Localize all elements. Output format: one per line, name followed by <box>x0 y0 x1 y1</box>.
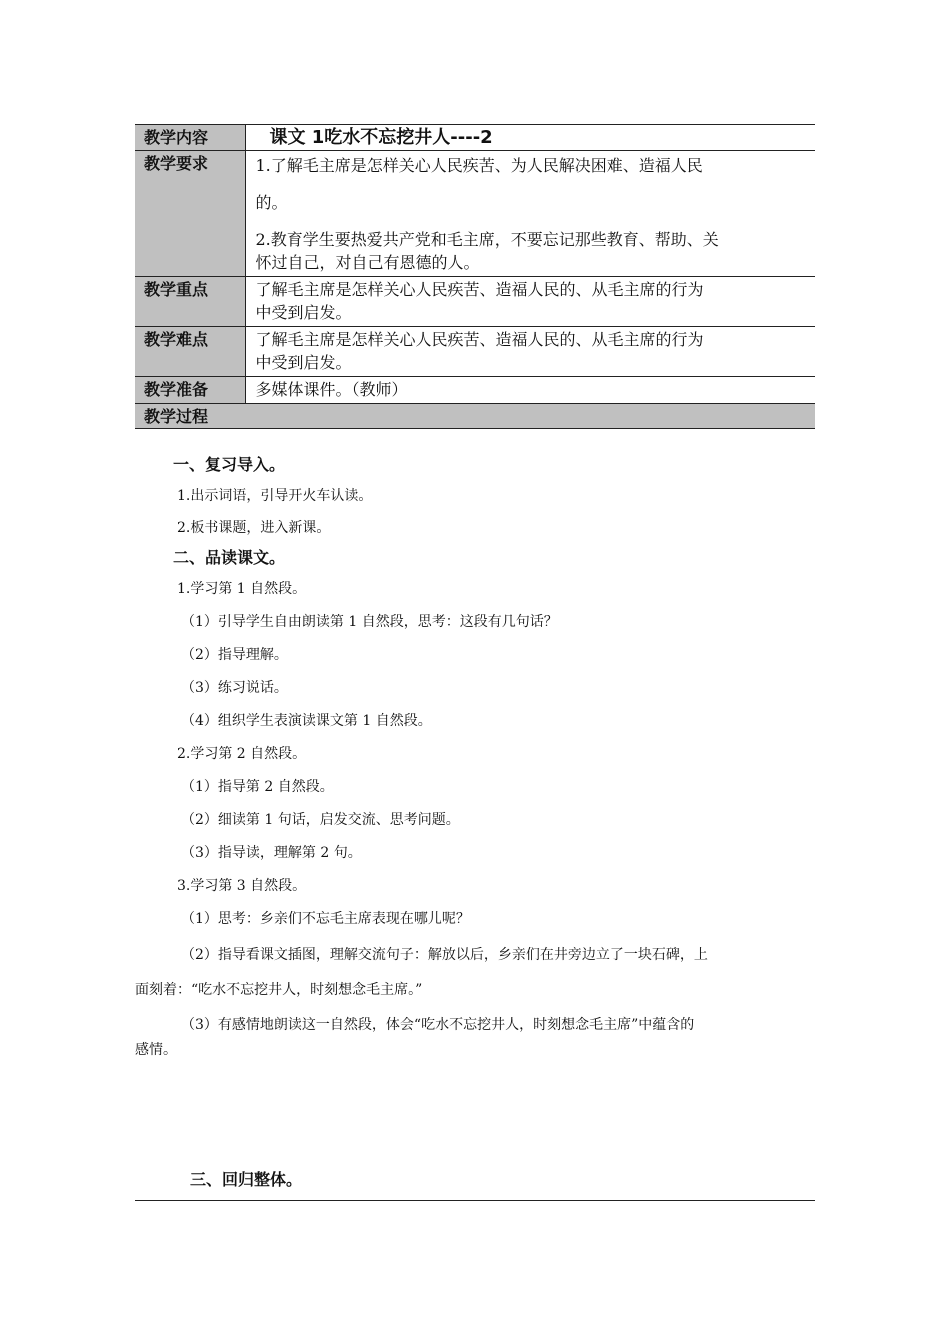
requirement-line: 2.教育学生要热爱共产党和毛主席，不要忘记那些教育、帮助、关 <box>255 230 719 249</box>
section-heading: 三、回归整体。 <box>190 1170 303 1189</box>
difficulty-line: 了解毛主席是怎样关心人民疾苦、造福人民的、从毛主席的行为 <box>255 330 704 349</box>
list-item: （2）细读第 1 句话，启发交流、思考问题。 <box>181 812 460 828</box>
divider <box>135 1200 815 1201</box>
requirement-line: 1.了解毛主席是怎样关心人民疾苦、为人民解决困难、造福人民 <box>255 156 703 175</box>
table-row <box>135 404 815 429</box>
table-row <box>135 327 815 377</box>
key-point-line: 了解毛主席是怎样关心人民疾苦、造福人民的、从毛主席的行为 <box>255 280 704 299</box>
list-item: 2.板书课题，进入新课。 <box>177 520 331 536</box>
section-heading: 一、复习导入。 <box>173 455 286 474</box>
prep-value: 多媒体课件。（教师） <box>245 377 815 404</box>
lesson-title: 课文 1吃水不忘挖井人----2 <box>245 125 815 151</box>
process-label: 教学过程 <box>135 404 815 429</box>
table-row <box>135 277 815 327</box>
key-point-line: 中受到启发。 <box>255 303 352 322</box>
list-item: （3）指导读，理解第 2 句。 <box>181 845 362 861</box>
requirement-line: 怀过自己，对自己有恩德的人。 <box>255 253 480 272</box>
requirement-label: 教学要求 <box>135 151 245 277</box>
key-point-label: 教学重点 <box>135 277 245 327</box>
table-row <box>135 377 815 404</box>
list-item-continuation: 感情。 <box>135 1042 177 1058</box>
prep-label: 教学准备 <box>135 377 245 404</box>
list-item: （2）指导理解。 <box>181 647 288 663</box>
list-item: （3）练习说话。 <box>181 680 288 696</box>
list-item: （1）引导学生自由朗读第 1 自然段，思考：这段有几句话？ <box>181 614 558 630</box>
list-item: 2.学习第 2 自然段。 <box>177 746 307 762</box>
table-row <box>135 151 815 277</box>
table-row <box>135 125 815 151</box>
content-label: 教学内容 <box>135 125 245 151</box>
section-heading: 二、品读课文。 <box>173 548 286 567</box>
list-item: （2）指导看课文插图，理解交流句子：解放以后，乡亲们在井旁边立了一块石碑，上 <box>181 947 708 963</box>
list-item: （1）思考：乡亲们不忘毛主席表现在哪儿呢？ <box>181 911 470 927</box>
difficulty-label: 教学难点 <box>135 327 245 377</box>
list-item: （4）组织学生表演读课文第 1 自然段。 <box>181 713 432 729</box>
requirement-line: 的。 <box>255 193 288 212</box>
difficulty-line: 中受到启发。 <box>255 353 352 372</box>
list-item-continuation: 面刻着：“吃水不忘挖井人，时刻想念毛主席。” <box>135 982 423 998</box>
list-item: 1.出示词语，引导开火车认读。 <box>177 488 373 504</box>
list-item: 3.学习第 3 自然段。 <box>177 878 307 894</box>
lesson-info-table <box>135 124 815 429</box>
requirement-value <box>245 151 815 277</box>
list-item: （3）有感情地朗读这一自然段，体会“吃水不忘挖井人，时刻想念毛主席”中蕴含的 <box>181 1017 695 1033</box>
list-item: （1）指导第 2 自然段。 <box>181 779 334 795</box>
key-point-value <box>245 277 815 327</box>
lesson-body <box>135 450 815 1062</box>
list-item: 1.学习第 1 自然段。 <box>177 581 307 597</box>
difficulty-value <box>245 327 815 377</box>
